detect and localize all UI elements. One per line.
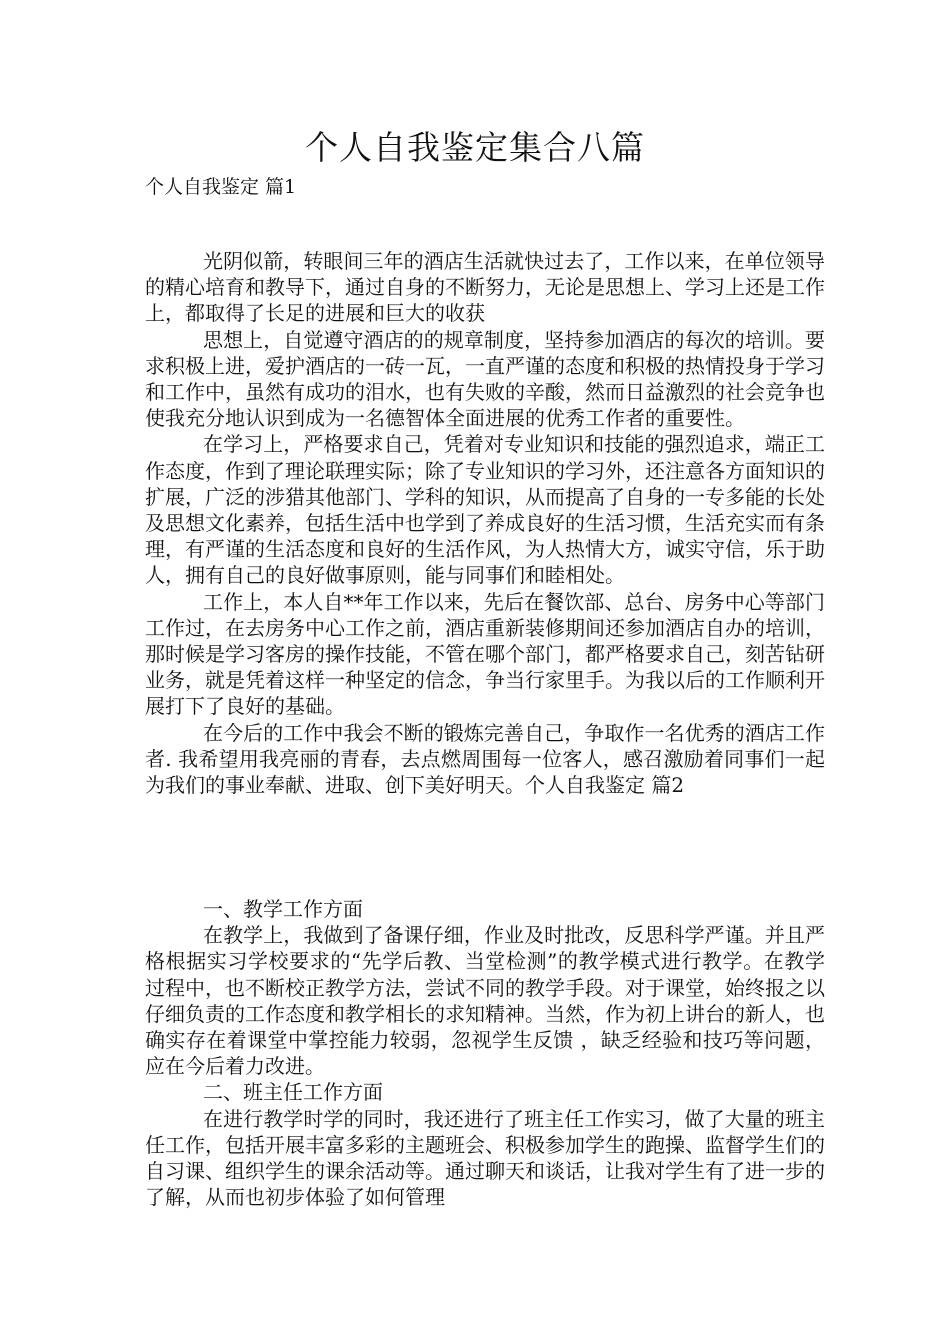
- paragraph: 在学习上，严格要求自己，凭着对专业知识和技能的强烈追求，端正工作态度，作到了理论联理实际；除了专业知识的学习外，还注意各方面知识的扩展，广泛的涉猎其他部门、学科的知识，从而提高了自身的一专多能的长处及思想文化素养，包括生活中也学到了养成良好的生活习惯，生活充实而有条理，有严谨的生活态度和良好的生活作风，为人热情大方，诚实守信，乐于助人，拥有自己的良好做事原则，能与同事们和睦相处。: [145, 432, 825, 588]
- paragraph: 光阴似箭，转眼间三年的酒店生活就快过去了，工作以来，在单位领导的精心培育和教导下，通过自身的不断努力，无论是思想上、学习上还是工作上，都取得了长足的进展和巨大的收获: [145, 249, 825, 326]
- section-heading-part2: 个人自我鉴定 篇2: [525, 773, 685, 798]
- document-title: 个人自我鉴定集合八篇: [305, 128, 645, 167]
- paragraph: 思想上，自觉遵守酒店的的规章制度，坚持参加酒店的每次的培训。要求积极上进，爱护酒店的一砖一瓦，一直严谨的态度和积极的热情投身于学习和工作中，虽然有成功的泪水，也有失败的辛酸，然而日益激烈的社会竞争也使我充分地认识到成为一名德智体全面进展的优秀工作者的重要性。: [145, 327, 825, 431]
- paragraph: 在教学上，我做到了备课仔细，作业及时批改，反思科学严谨。并且严格根据实习学校要求的“先学后教、当堂检测”的教学模式进行教学。在教学过程中，也不断校正教学方法，尝试不同的教学手段。对于课堂，始终报之以仔细负责的工作态度和教学相长的求知精神。当然，作为初上讲台的新人，也确实存在着课堂中掌控能力较弱，忽视学生反馈 ，缺乏经验和技巧等问题，应在今后着力改进。: [145, 923, 825, 1079]
- section-part1-body: [145, 248, 825, 798]
- paragraph: 工作上，本人自**年工作以来，先后在餐饮部、总台、房务中心等部门工作过，在去房务中心工作之前，酒店重新装修期间还参加酒店自办的培训，那时候是学习客房的操作技能，不管在哪个部门，都严格要求自己，刻苦钻研业务，就是凭着这样一种坚定的信念，争当行家里手。为我以后的工作顺利开展打下了良好的基础。: [145, 589, 825, 719]
- paragraph-text: 在今后的工作中我会不断的锻炼完善自己，争取作一名优秀的酒店工作者. 我希望用我亮丽的青春，去点燃周围每一位客人，感召激励着同事们一起为我们的事业奉献、进取、创下美好明天。: [145, 720, 825, 798]
- paragraph: 在进行教学时学的同时，我还进行了班主任工作实习，做了大量的班主任工作，包括开展丰富多彩的主题班会、积极参加学生的跑操、监督学生们的自习课、组织学生的课余活动等。通过聊天和谈话，让我对学生有了进一步的了解，从而也初步体验了如何管理: [145, 1106, 825, 1210]
- section-part2-body: [145, 896, 825, 1210]
- subheading-class-teacher: 二、班主任工作方面: [203, 1080, 383, 1105]
- paragraph-with-inline-heading: [145, 720, 825, 799]
- section-heading-part1: 个人自我鉴定 篇1: [145, 176, 297, 198]
- subheading-teaching: 一、教学工作方面: [203, 897, 363, 921]
